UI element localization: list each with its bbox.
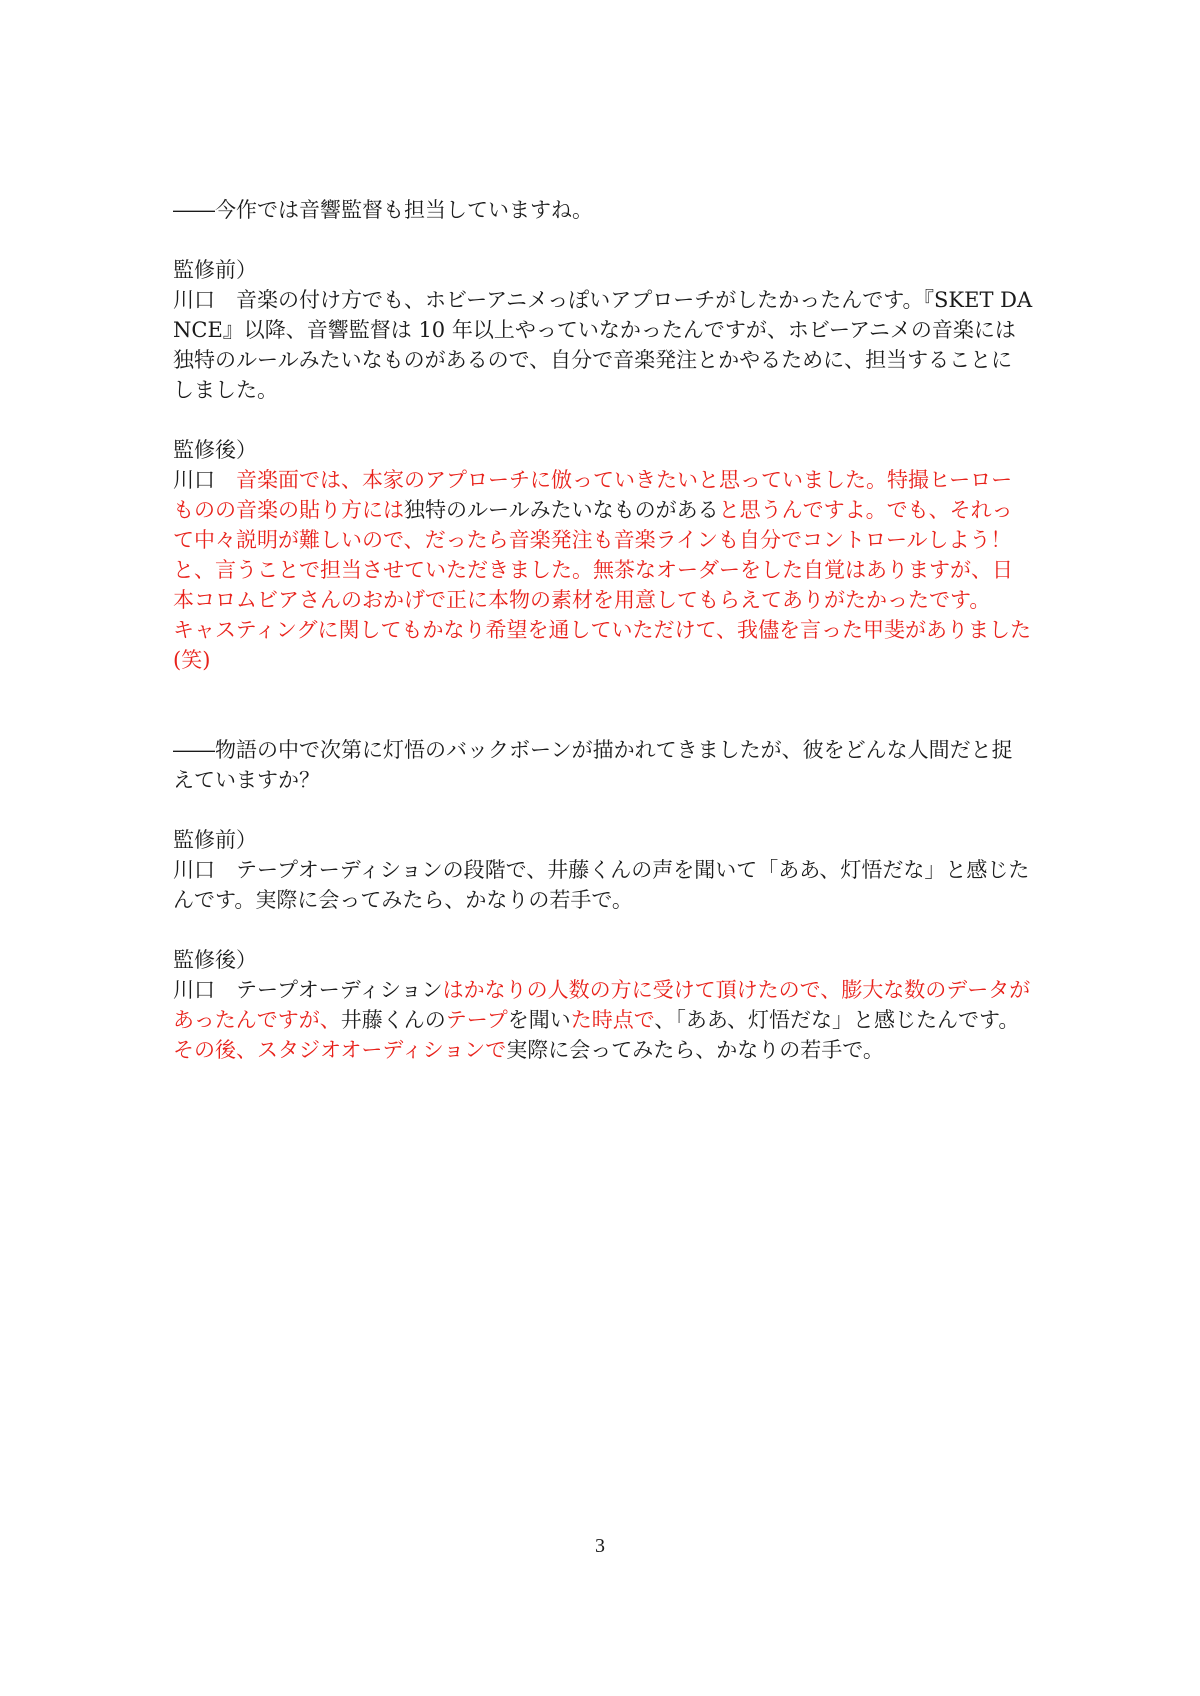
after-revision-answer (173, 975, 1033, 1065)
original-text: を聞い (507, 1008, 571, 1032)
document-body (173, 195, 1033, 1065)
revised-text: た時点で (570, 1008, 655, 1032)
after-revision-answer (173, 465, 1033, 615)
interview-question-2: ――物語の中で次第に灯悟のバックボーンが描かれてきましたが、彼をどんな人間だと捉えていますか？ (173, 738, 1013, 792)
spacer (173, 405, 1033, 435)
interview-question-1: ――今作では音響監督も担当していますね。 (173, 198, 593, 222)
speaker-name: 川口 (173, 468, 236, 492)
revised-text: と思うんですよ。でも、それって中々説明が難しいので、だったら音楽発注も音楽ラインも自分でコントロールしよう！と、言うことで担当させていただきました。無茶なオーダーをした自覚はありますが、日本コロムビアさんのおかげで正に本物の素材を用意してもらえてありがたかったです。 (173, 498, 1013, 612)
original-text: 独特のルールみたいなものがある (404, 498, 719, 522)
revised-text: はかなりの人数の方に受けて頂けたので、膨大な数のデータがあったんですが、 (173, 978, 1031, 1032)
page-number: 3 (595, 1535, 605, 1557)
after-revision-label: 監修後） (173, 948, 257, 972)
after-revision-label: 監修後） (173, 438, 257, 462)
spacer (173, 675, 1033, 735)
before-revision-answer: 川口 テープオーディションの段階で、井藤くんの声を聞いて「ああ、灯悟だな」と感じたんです。実際に会ってみたら、かなりの若手で。 (173, 858, 1030, 912)
before-revision-answer: 川口 音楽の付け方でも、ホビーアニメっぽいアプローチがしたかったんです。『SKET DANCE』以降、音響監督は 10 年以上やっていなかったんですが、ホビーアニメの音楽には独特のルールみたいなものがあるので、自分で音楽発注とかやるために、担当することにしました。 (173, 288, 1033, 402)
revised-text: その後、スタジオオーディションで (173, 1038, 507, 1062)
spacer (173, 915, 1033, 945)
before-revision-label: 監修前） (173, 258, 257, 282)
spacer (173, 225, 1033, 255)
spacer (173, 795, 1033, 825)
revised-text: 音楽面では、本家のアプローチに倣っていきたいと思っていました。特撮ヒーローものの音楽の貼り方には (173, 468, 1013, 522)
original-text: 井藤くんの (340, 1008, 446, 1032)
revised-text: テープ (445, 1008, 508, 1032)
original-text: 実際に会ってみたら、かなりの若手で。 (506, 1038, 884, 1062)
after-revision-answer-continued: キャスティングに関してもかなり希望を通していただけて、我儘を言った甲斐がありました(笑) (173, 618, 1032, 672)
original-text: 、「ああ、灯悟だな」と感じたんです。 (654, 1008, 1020, 1032)
before-revision-label: 監修前） (173, 828, 257, 852)
original-text: 川口 テープオーディション (173, 978, 443, 1002)
